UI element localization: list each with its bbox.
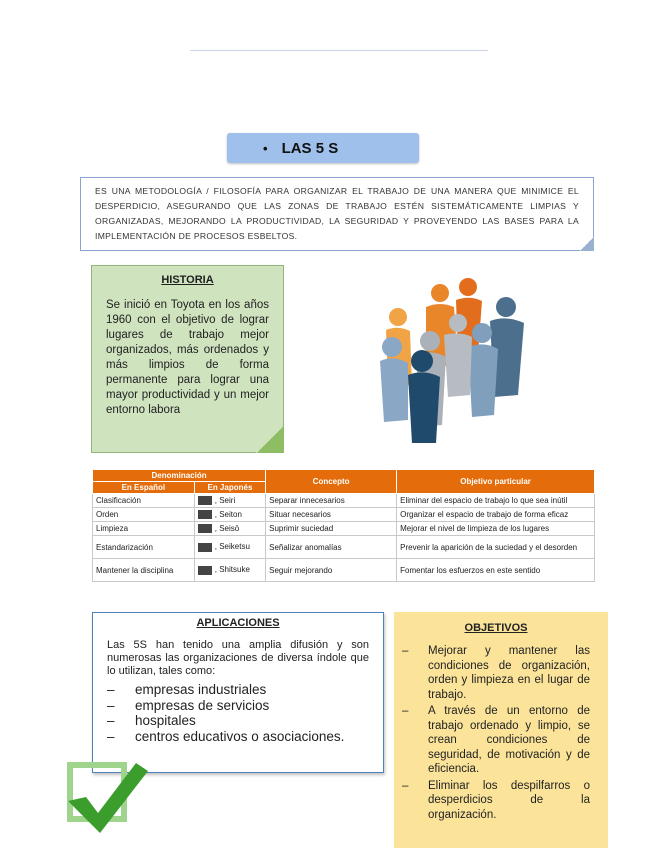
japones-header: En Japonés [194, 482, 265, 494]
cell-objetivo: Organizar el espacio de trabajo de forma eficaz [397, 508, 595, 522]
cell-concepto: Situar necesarios [266, 508, 397, 522]
person-silhouette [380, 278, 524, 443]
cell-objetivo: Fomentar los esfuerzos en este sentido [397, 559, 595, 582]
aplicaciones-title: APLICACIONES [196, 617, 280, 629]
cell-objetivo: Eliminar del espacio de trabajo lo que sea inútil [397, 494, 595, 508]
list-item: – empresas industriales [107, 682, 267, 697]
aplicaciones-intro: Las 5S han tenido una amplia difusión y son numerosas las organizaciones de diversa índole que lo utilizan, tales como: [107, 639, 369, 677]
table-row [93, 559, 595, 582]
cell-objetivo: Prevenir la aparición de la suciedad y el desorden [397, 536, 595, 559]
cell-concepto: Separar innecesarios [266, 494, 397, 508]
table-row [93, 536, 595, 559]
list-item: – Mejorar y mantener las condiciones de organización, orden y limpieza en el lugar de trabajo. [402, 645, 590, 701]
cell-espanol: Orden [93, 508, 195, 522]
intro-box [80, 177, 594, 251]
concepto-header: Concepto [266, 470, 397, 494]
table-row [93, 494, 595, 508]
cell-japones: , Seiketsu [194, 536, 265, 559]
cell-espanol: Limpieza [93, 522, 195, 536]
people-group-image [378, 275, 528, 445]
objetivos-box [394, 612, 608, 848]
objetivo-header: Objetivo particular [397, 470, 595, 494]
historia-text: Se inició en Toyota en los años 1960 con el objetivo de lograr lugares de trabajo mejor organizados, más ordenados y más limpios de forma permanente para lograr una mayor productividad y un mejor entorno labora [106, 299, 269, 416]
page-fold-icon [580, 237, 594, 251]
list-item: – centros educativos o asociaciones. [107, 728, 345, 744]
cell-espanol: Mantener la disciplina [93, 559, 195, 582]
table-row [93, 522, 595, 536]
page-curl-icon [256, 427, 284, 453]
intro-text: ES UNA METODOLOGÍA / FILOSOFÍA PARA ORGANIZAR EL TRABAJO DE UNA MANERA QUE MINIMICE EL DESPERDICIO, ASEGURANDO QUE LAS ZONAS DE TRABAJO ESTÉN SISTEMÁTICAMENTE LIMPIAS Y ORGANIZADAS, MEJORANDO LA PRODUCTIVIDAD, LA SEGURIDAD Y PROVEYENDO LAS BASES PARA LA IMPLEMENTACIÓN DE PROCESOS ESBELTOS. [95, 186, 579, 241]
aplicaciones-list [107, 682, 369, 744]
list-item: – empresas de servicios [107, 697, 270, 713]
objetivos-title: OBJETIVOS [464, 622, 528, 634]
espanol-header: En Español [93, 482, 195, 494]
cell-concepto: Seguir mejorando [266, 559, 397, 582]
historia-title: HISTORIA [161, 274, 214, 286]
page-title: LAS 5 S [281, 139, 339, 157]
list-item: – A través de un entorno de trabajo ordenado y limpio, se crean condiciones de seguridad, de motivación y de eficiencia. [402, 705, 590, 775]
five-s-table [92, 469, 595, 582]
checkmark-icon [62, 757, 150, 837]
cell-japones: , Seisō [194, 522, 265, 536]
denominacion-header: Denominación [93, 470, 266, 482]
historia-note [91, 265, 284, 453]
objetivos-list [402, 644, 590, 822]
kanji-glyph [198, 524, 212, 533]
cell-japones: , Shitsuke [194, 559, 265, 582]
list-item: – Eliminar los despilfarros o desperdicios de la organización. [402, 779, 590, 821]
kanji-glyph [198, 543, 212, 552]
table-row [93, 508, 595, 522]
cell-concepto: Suprimir suciedad [266, 522, 397, 536]
cell-concepto: Señalizar anomalías [266, 536, 397, 559]
kanji-glyph [198, 566, 212, 575]
kanji-glyph [198, 496, 212, 505]
cell-espanol: Estandarización [93, 536, 195, 559]
cell-objetivo: Mejorar el nivel de limpieza de los lugares [397, 522, 595, 536]
bullet-icon: • [263, 140, 268, 156]
cell-espanol: Clasificación [93, 494, 195, 508]
cell-japones: , Seiton [194, 508, 265, 522]
page-title-banner [227, 133, 419, 163]
cell-japones: , Seiri [194, 494, 265, 508]
top-divider [190, 50, 488, 51]
list-item: – hospitales [107, 713, 196, 728]
aplicaciones-box [92, 612, 384, 773]
kanji-glyph [198, 510, 212, 519]
